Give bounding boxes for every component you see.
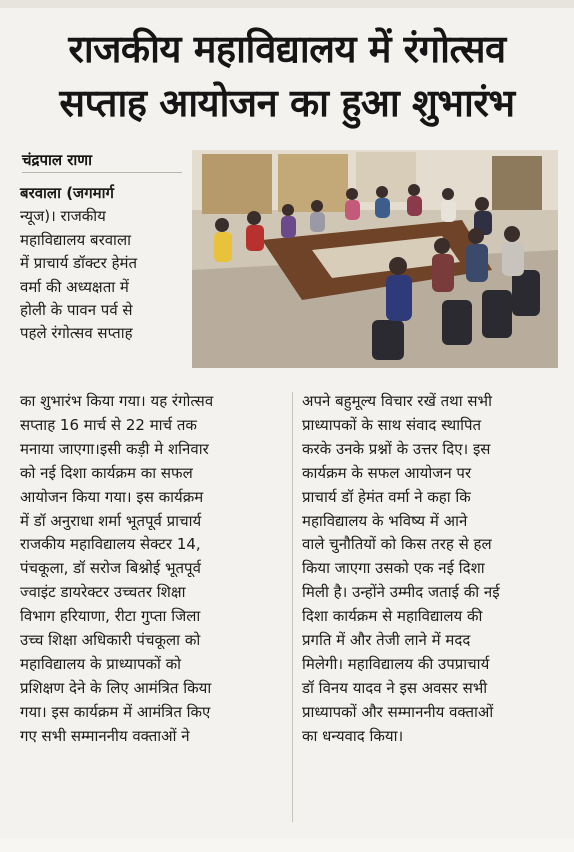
article-line: ज्वाइंट डायरेक्टर उच्चतर शिक्षा — [20, 583, 186, 602]
article-line: किया जाएगा उसको एक नई दिशा — [302, 559, 485, 578]
intro-line: पहले रंगोत्सव सप्ताह — [20, 324, 133, 343]
clipped-previous-article-strip — [0, 0, 574, 8]
intro-line: होली के पावन पर्व से — [20, 301, 133, 320]
page-bottom-margin — [0, 838, 574, 852]
intro-line: वर्मा की अध्यक्षता में — [20, 277, 129, 296]
article-line: राजकीय महाविद्यालय सेक्टर 14, — [20, 535, 201, 554]
article-line: प्राचार्य डॉ हेमंत वर्मा ने कहा कि — [302, 487, 471, 506]
intro-line: में प्राचार्य डॉक्टर हेमंत — [20, 254, 138, 273]
article-line: प्राध्यापकों और सम्माननीय वक्ताओं — [302, 702, 494, 721]
article-line: मिलेगी। महाविद्यालय की उपप्राचार्य — [302, 654, 490, 673]
headline-line-2: सप्ताह आयोजन का हुआ शुभारंभ — [59, 81, 515, 125]
byline: चंद्रपाल राणा — [22, 150, 182, 173]
article-line: में डॉ अनुराधा शर्मा भूतपूर्व प्राचार्य — [20, 511, 202, 530]
intro-line: महाविद्यालय बरवाला — [20, 230, 131, 249]
article-line: गए सभी सम्माननीय वक्ताओं ने — [20, 726, 190, 745]
article-right-column — [302, 390, 558, 749]
article-line: मनाया जाएगा।इसी कड़ी मे शनिवार — [20, 439, 209, 458]
intro-line: बरवाला (जगमार्ग — [20, 184, 114, 202]
article-line: का शुभारंभ किया गया। यह रंगोत्सव — [20, 392, 214, 410]
article-line: महाविद्यालय के भविष्य में आने — [302, 511, 468, 530]
article-line: का धन्यवाद किया। — [302, 726, 404, 745]
intro-line: न्यूज)। राजकीय — [20, 207, 106, 226]
article-line: विभाग हरियाणा, रीटा गुप्ता जिला — [20, 607, 201, 626]
column-divider — [292, 392, 293, 822]
article-line: उच्च शिक्षा अधिकारी पंचकूला को — [20, 631, 201, 650]
article-line: वाले चुनौतियों को किस तरह से हल — [302, 535, 492, 554]
article-line: दिशा कार्यक्रम से महाविद्यालय की — [302, 607, 483, 626]
article-line: सप्ताह 16 मार्च से 22 मार्च तक — [20, 415, 197, 434]
article-line: महाविद्यालय के प्राध्यापकों को — [20, 654, 182, 673]
article-line: आयोजन किया गया। इस कार्यक्रम — [20, 487, 204, 506]
article-left-column — [20, 390, 282, 749]
headline-line-1: राजकीय महाविद्यालय में रंगोत्सव — [68, 27, 506, 71]
article-line: प्रगति में और तेजी लाने में मदद — [302, 631, 471, 650]
meeting-photo — [192, 150, 558, 368]
article-line: अपने बहुमूल्य विचार रखें तथा सभी — [302, 392, 492, 410]
article-line: प्राध्यापकों के साथ संवाद स्थापित — [302, 415, 482, 434]
article-line: करके उनके प्रश्नों के उत्तर दिए। इस — [302, 439, 491, 458]
article-line: कार्यक्रम के सफल आयोजन पर — [302, 463, 472, 482]
article-line: मिली है। उन्होंने उम्मीद जताई की नई — [302, 583, 500, 602]
article-line: गया। इस कार्यक्रम में आमंत्रित किए — [20, 702, 211, 721]
article-line: को नई दिशा कार्यक्रम का सफल — [20, 463, 193, 482]
article-line: पंचकूला, डॉ सरोज बिश्नोई भूतपूर्व — [20, 559, 201, 578]
article-line: प्रशिक्षण देने के लिए आमंत्रित किया — [20, 678, 212, 697]
article-intro-column — [20, 182, 186, 346]
article-headline — [8, 22, 566, 130]
article-line: डॉ विनय यादव ने इस अवसर सभी — [302, 678, 488, 697]
